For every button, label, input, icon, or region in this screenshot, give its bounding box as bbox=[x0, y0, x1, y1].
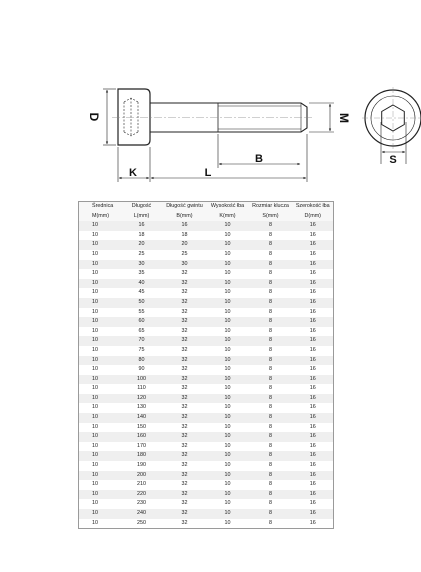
cell-length: 210 bbox=[121, 480, 163, 490]
cell-diameter: 10 bbox=[79, 394, 121, 404]
table-row bbox=[79, 442, 334, 452]
cell-key-size: 8 bbox=[249, 298, 293, 308]
cell-head-width: 16 bbox=[293, 499, 334, 509]
cell-thread-length: 18 bbox=[163, 231, 207, 241]
cell-diameter: 10 bbox=[79, 413, 121, 423]
cell-diameter: 10 bbox=[79, 356, 121, 366]
cell-key-size: 8 bbox=[249, 375, 293, 385]
cell-key-size: 8 bbox=[249, 365, 293, 375]
cell-head-height: 10 bbox=[207, 461, 249, 471]
cell-thread-length: 25 bbox=[163, 250, 207, 260]
cell-head-height: 10 bbox=[207, 423, 249, 433]
cell-thread-length: 32 bbox=[163, 279, 207, 289]
cell-head-height: 10 bbox=[207, 231, 249, 241]
cell-length: 25 bbox=[121, 250, 163, 260]
cell-head-width: 16 bbox=[293, 403, 334, 413]
cell-thread-length: 32 bbox=[163, 403, 207, 413]
cell-diameter: 10 bbox=[79, 327, 121, 337]
label-m: M bbox=[337, 113, 351, 123]
unit-thread-length: B(mm) bbox=[163, 212, 207, 222]
cell-length: 230 bbox=[121, 499, 163, 509]
cell-key-size: 8 bbox=[249, 471, 293, 481]
cell-thread-length: 30 bbox=[163, 260, 207, 270]
cell-head-height: 10 bbox=[207, 451, 249, 461]
cell-diameter: 10 bbox=[79, 423, 121, 433]
table-row bbox=[79, 403, 334, 413]
cell-head-height: 10 bbox=[207, 384, 249, 394]
unit-head-height: K(mm) bbox=[207, 212, 249, 222]
cell-head-width: 16 bbox=[293, 231, 334, 241]
cell-key-size: 8 bbox=[249, 231, 293, 241]
cell-head-width: 16 bbox=[293, 423, 334, 433]
cell-head-height: 10 bbox=[207, 221, 249, 231]
cell-length: 65 bbox=[121, 327, 163, 337]
cell-length: 100 bbox=[121, 375, 163, 385]
cell-diameter: 10 bbox=[79, 490, 121, 500]
cell-thread-length: 32 bbox=[163, 375, 207, 385]
cell-head-height: 10 bbox=[207, 260, 249, 270]
cell-thread-length: 32 bbox=[163, 269, 207, 279]
table-row bbox=[79, 461, 334, 471]
cell-head-height: 10 bbox=[207, 480, 249, 490]
cell-head-height: 10 bbox=[207, 269, 249, 279]
cell-thread-length: 32 bbox=[163, 394, 207, 404]
table-row bbox=[79, 471, 334, 481]
cell-key-size: 8 bbox=[249, 451, 293, 461]
cell-length: 180 bbox=[121, 451, 163, 461]
cell-thread-length: 32 bbox=[163, 432, 207, 442]
cell-head-width: 16 bbox=[293, 250, 334, 260]
cell-diameter: 10 bbox=[79, 375, 121, 385]
table-row bbox=[79, 451, 334, 461]
label-b: B bbox=[255, 153, 263, 165]
cell-diameter: 10 bbox=[79, 480, 121, 490]
cell-length: 50 bbox=[121, 298, 163, 308]
table-header-row bbox=[79, 202, 334, 212]
cell-key-size: 8 bbox=[249, 403, 293, 413]
cell-length: 35 bbox=[121, 269, 163, 279]
cell-head-height: 10 bbox=[207, 346, 249, 356]
cell-key-size: 8 bbox=[249, 279, 293, 289]
table-row bbox=[79, 260, 334, 270]
cell-key-size: 8 bbox=[249, 432, 293, 442]
header-head-height: Wysokość łba bbox=[207, 202, 249, 212]
label-s: S bbox=[389, 154, 397, 166]
table-row bbox=[79, 519, 334, 529]
cell-head-width: 16 bbox=[293, 442, 334, 452]
cell-head-width: 16 bbox=[293, 394, 334, 404]
cell-head-height: 10 bbox=[207, 356, 249, 366]
cell-length: 20 bbox=[121, 240, 163, 250]
cell-head-width: 16 bbox=[293, 336, 334, 346]
cell-length: 55 bbox=[121, 308, 163, 318]
label-k: K bbox=[129, 167, 137, 179]
cell-diameter: 10 bbox=[79, 403, 121, 413]
cell-key-size: 8 bbox=[249, 317, 293, 327]
table-row bbox=[79, 221, 334, 231]
cell-length: 60 bbox=[121, 317, 163, 327]
cell-thread-length: 32 bbox=[163, 413, 207, 423]
cell-head-width: 16 bbox=[293, 480, 334, 490]
cell-head-width: 16 bbox=[293, 240, 334, 250]
cell-head-height: 10 bbox=[207, 365, 249, 375]
table-row bbox=[79, 298, 334, 308]
label-l: L bbox=[204, 167, 212, 179]
cell-thread-length: 32 bbox=[163, 471, 207, 481]
cell-diameter: 10 bbox=[79, 451, 121, 461]
cell-head-height: 10 bbox=[207, 308, 249, 318]
cell-length: 220 bbox=[121, 490, 163, 500]
cell-head-height: 10 bbox=[207, 442, 249, 452]
cell-diameter: 10 bbox=[79, 231, 121, 241]
cell-key-size: 8 bbox=[249, 490, 293, 500]
cell-head-width: 16 bbox=[293, 490, 334, 500]
cell-key-size: 8 bbox=[249, 480, 293, 490]
cell-length: 90 bbox=[121, 365, 163, 375]
cell-diameter: 10 bbox=[79, 499, 121, 509]
cell-head-width: 16 bbox=[293, 317, 334, 327]
table-row bbox=[79, 499, 334, 509]
cell-thread-length: 32 bbox=[163, 480, 207, 490]
cell-thread-length: 32 bbox=[163, 317, 207, 327]
cell-key-size: 8 bbox=[249, 356, 293, 366]
table-row bbox=[79, 327, 334, 337]
table-units-row bbox=[79, 212, 334, 222]
table-body bbox=[79, 221, 334, 529]
cell-thread-length: 32 bbox=[163, 519, 207, 529]
cell-length: 160 bbox=[121, 432, 163, 442]
cell-head-height: 10 bbox=[207, 509, 249, 519]
cell-thread-length: 32 bbox=[163, 298, 207, 308]
table-row bbox=[79, 413, 334, 423]
cell-key-size: 8 bbox=[249, 288, 293, 298]
table-row bbox=[79, 240, 334, 250]
bolt-head bbox=[118, 89, 150, 145]
cell-diameter: 10 bbox=[79, 269, 121, 279]
cell-thread-length: 32 bbox=[163, 356, 207, 366]
cell-diameter: 10 bbox=[79, 250, 121, 260]
cell-key-size: 8 bbox=[249, 260, 293, 270]
cell-head-height: 10 bbox=[207, 327, 249, 337]
table-row bbox=[79, 394, 334, 404]
table-row bbox=[79, 317, 334, 327]
cell-head-height: 10 bbox=[207, 471, 249, 481]
cell-diameter: 10 bbox=[79, 221, 121, 231]
cell-diameter: 10 bbox=[79, 461, 121, 471]
cell-length: 30 bbox=[121, 260, 163, 270]
table-row bbox=[79, 250, 334, 260]
cell-head-height: 10 bbox=[207, 336, 249, 346]
cell-length: 240 bbox=[121, 509, 163, 519]
cell-head-width: 16 bbox=[293, 260, 334, 270]
cell-diameter: 10 bbox=[79, 471, 121, 481]
cell-key-size: 8 bbox=[249, 509, 293, 519]
cell-diameter: 10 bbox=[79, 317, 121, 327]
cell-thread-length: 32 bbox=[163, 442, 207, 452]
bolt-side-view bbox=[112, 89, 312, 145]
cell-length: 190 bbox=[121, 461, 163, 471]
cell-head-width: 16 bbox=[293, 288, 334, 298]
cell-thread-length: 32 bbox=[163, 490, 207, 500]
cell-key-size: 8 bbox=[249, 384, 293, 394]
header-diameter: Średnica bbox=[79, 202, 121, 212]
cell-diameter: 10 bbox=[79, 260, 121, 270]
cell-head-height: 10 bbox=[207, 298, 249, 308]
cell-key-size: 8 bbox=[249, 461, 293, 471]
cell-head-height: 10 bbox=[207, 490, 249, 500]
cell-diameter: 10 bbox=[79, 288, 121, 298]
cell-head-height: 10 bbox=[207, 403, 249, 413]
cell-thread-length: 20 bbox=[163, 240, 207, 250]
cell-diameter: 10 bbox=[79, 442, 121, 452]
cell-diameter: 10 bbox=[79, 509, 121, 519]
cell-thread-length: 32 bbox=[163, 288, 207, 298]
table-row bbox=[79, 346, 334, 356]
cell-length: 250 bbox=[121, 519, 163, 529]
header-head-width: Szerokość łba bbox=[293, 202, 334, 212]
cell-thread-length: 32 bbox=[163, 308, 207, 318]
header-thread-length: Długość gwintu bbox=[163, 202, 207, 212]
cell-length: 70 bbox=[121, 336, 163, 346]
cell-length: 110 bbox=[121, 384, 163, 394]
cell-diameter: 10 bbox=[79, 519, 121, 529]
cell-head-width: 16 bbox=[293, 279, 334, 289]
cell-head-width: 16 bbox=[293, 375, 334, 385]
cell-head-width: 16 bbox=[293, 384, 334, 394]
table-row bbox=[79, 384, 334, 394]
cell-head-height: 10 bbox=[207, 317, 249, 327]
table-row bbox=[79, 308, 334, 318]
cell-thread-length: 32 bbox=[163, 451, 207, 461]
cell-head-width: 16 bbox=[293, 269, 334, 279]
header-length: Długość bbox=[121, 202, 163, 212]
table-row bbox=[79, 231, 334, 241]
cell-key-size: 8 bbox=[249, 327, 293, 337]
cell-thread-length: 32 bbox=[163, 327, 207, 337]
cell-key-size: 8 bbox=[249, 499, 293, 509]
cell-head-width: 16 bbox=[293, 356, 334, 366]
cell-diameter: 10 bbox=[79, 279, 121, 289]
cell-head-width: 16 bbox=[293, 471, 334, 481]
cell-head-height: 10 bbox=[207, 432, 249, 442]
cell-key-size: 8 bbox=[249, 269, 293, 279]
label-d: D bbox=[87, 112, 101, 122]
unit-head-width: D(mm) bbox=[293, 212, 334, 222]
cell-head-width: 16 bbox=[293, 327, 334, 337]
cell-length: 130 bbox=[121, 403, 163, 413]
cell-diameter: 10 bbox=[79, 365, 121, 375]
cell-key-size: 8 bbox=[249, 394, 293, 404]
cell-key-size: 8 bbox=[249, 413, 293, 423]
cell-thread-length: 32 bbox=[163, 336, 207, 346]
cell-key-size: 8 bbox=[249, 240, 293, 250]
cell-length: 75 bbox=[121, 346, 163, 356]
cell-head-width: 16 bbox=[293, 298, 334, 308]
cell-length: 200 bbox=[121, 471, 163, 481]
cell-key-size: 8 bbox=[249, 336, 293, 346]
cell-length: 150 bbox=[121, 423, 163, 433]
cell-thread-length: 32 bbox=[163, 509, 207, 519]
cell-thread-length: 32 bbox=[163, 384, 207, 394]
cell-length: 140 bbox=[121, 413, 163, 423]
cell-head-height: 10 bbox=[207, 499, 249, 509]
unit-length: L(mm) bbox=[121, 212, 163, 222]
cell-head-height: 10 bbox=[207, 288, 249, 298]
cell-length: 40 bbox=[121, 279, 163, 289]
cell-length: 18 bbox=[121, 231, 163, 241]
table-row bbox=[79, 375, 334, 385]
cell-head-height: 10 bbox=[207, 413, 249, 423]
cell-key-size: 8 bbox=[249, 423, 293, 433]
cell-thread-length: 32 bbox=[163, 461, 207, 471]
cell-thread-length: 16 bbox=[163, 221, 207, 231]
cell-length: 16 bbox=[121, 221, 163, 231]
cell-diameter: 10 bbox=[79, 432, 121, 442]
cell-key-size: 8 bbox=[249, 519, 293, 529]
table-row bbox=[79, 490, 334, 500]
cell-diameter: 10 bbox=[79, 384, 121, 394]
cell-thread-length: 32 bbox=[163, 346, 207, 356]
cell-head-width: 16 bbox=[293, 365, 334, 375]
table-row bbox=[79, 509, 334, 519]
table-row bbox=[79, 336, 334, 346]
bolt-technical-drawing bbox=[0, 0, 421, 200]
cell-key-size: 8 bbox=[249, 346, 293, 356]
cell-head-width: 16 bbox=[293, 308, 334, 318]
cell-diameter: 10 bbox=[79, 240, 121, 250]
table-row bbox=[79, 356, 334, 366]
table-row bbox=[79, 432, 334, 442]
cell-head-height: 10 bbox=[207, 375, 249, 385]
bolt-end-view bbox=[362, 87, 421, 149]
cell-head-width: 16 bbox=[293, 432, 334, 442]
cell-head-width: 16 bbox=[293, 451, 334, 461]
cell-head-width: 16 bbox=[293, 346, 334, 356]
cell-diameter: 10 bbox=[79, 298, 121, 308]
cell-thread-length: 32 bbox=[163, 365, 207, 375]
cell-head-width: 16 bbox=[293, 413, 334, 423]
cell-head-width: 16 bbox=[293, 221, 334, 231]
cell-key-size: 8 bbox=[249, 442, 293, 452]
cell-length: 170 bbox=[121, 442, 163, 452]
unit-key-size: S(mm) bbox=[249, 212, 293, 222]
table-row bbox=[79, 423, 334, 433]
cell-key-size: 8 bbox=[249, 250, 293, 260]
cell-key-size: 8 bbox=[249, 308, 293, 318]
unit-diameter: M(mm) bbox=[79, 212, 121, 222]
header-key-size: Rozmiar klucza bbox=[249, 202, 293, 212]
table-row bbox=[79, 365, 334, 375]
specification-table bbox=[78, 201, 334, 529]
table-row bbox=[79, 288, 334, 298]
table-row bbox=[79, 269, 334, 279]
cell-diameter: 10 bbox=[79, 308, 121, 318]
cell-head-height: 10 bbox=[207, 519, 249, 529]
cell-head-width: 16 bbox=[293, 461, 334, 471]
cell-key-size: 8 bbox=[249, 221, 293, 231]
cell-head-height: 10 bbox=[207, 394, 249, 404]
cell-diameter: 10 bbox=[79, 336, 121, 346]
cell-length: 45 bbox=[121, 288, 163, 298]
table-row bbox=[79, 480, 334, 490]
cell-thread-length: 32 bbox=[163, 499, 207, 509]
cell-head-width: 16 bbox=[293, 519, 334, 529]
cell-head-height: 10 bbox=[207, 240, 249, 250]
cell-head-width: 16 bbox=[293, 509, 334, 519]
cell-diameter: 10 bbox=[79, 346, 121, 356]
cell-head-height: 10 bbox=[207, 250, 249, 260]
cell-thread-length: 32 bbox=[163, 423, 207, 433]
cell-head-height: 10 bbox=[207, 279, 249, 289]
cell-length: 80 bbox=[121, 356, 163, 366]
cell-length: 120 bbox=[121, 394, 163, 404]
table-row bbox=[79, 279, 334, 289]
